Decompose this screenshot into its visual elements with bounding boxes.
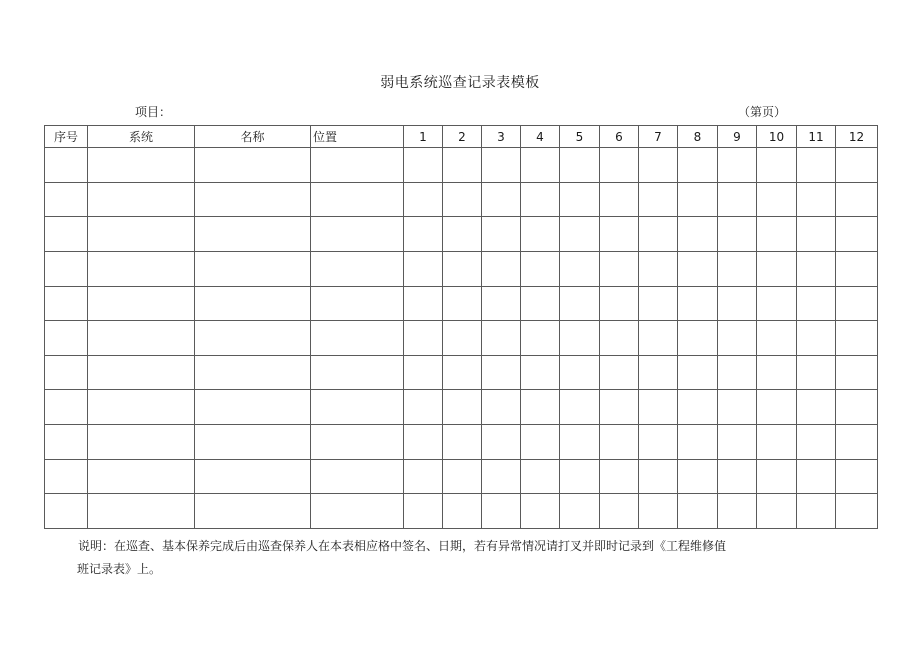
project-label: 项目： [135,105,172,119]
header-col-8: 8 [678,126,718,148]
table-cell[interactable] [718,355,757,390]
table-cell[interactable] [836,148,878,183]
header-col-12: 12 [836,126,878,148]
table-cell[interactable] [836,217,878,252]
table-cell[interactable] [678,286,718,321]
table-cell[interactable] [560,148,600,183]
table-cell[interactable] [718,217,757,252]
table-cell[interactable] [797,217,836,252]
table-cell[interactable] [757,355,797,390]
table-cell[interactable] [521,321,560,356]
table-cell[interactable] [757,217,797,252]
table-cell[interactable] [757,390,797,425]
table-cell[interactable] [836,459,878,494]
table-cell[interactable] [404,355,443,390]
table-cell[interactable] [404,494,443,529]
table-cell[interactable] [404,217,443,252]
table-cell[interactable] [521,390,560,425]
table-cell[interactable] [443,390,482,425]
table-cell[interactable] [521,251,560,286]
table-cell[interactable] [195,425,311,460]
document-title: 弱电系统巡查记录表模板 [380,75,540,91]
table-cell[interactable] [482,182,521,217]
table-cell[interactable] [443,425,482,460]
table-row [45,286,878,321]
table-cell[interactable] [639,217,678,252]
table-cell[interactable] [797,494,836,529]
table-cell[interactable] [443,459,482,494]
table-cell[interactable] [521,182,560,217]
table-cell[interactable] [482,148,521,183]
table-cell[interactable] [404,390,443,425]
table-cell[interactable] [639,148,678,183]
table-cell[interactable] [797,251,836,286]
table-row [45,251,878,286]
table-cell[interactable] [195,459,311,494]
table-cell[interactable] [678,390,718,425]
table-cell[interactable] [88,355,195,390]
table-cell[interactable] [404,182,443,217]
table-cell[interactable] [600,286,639,321]
table-body [45,148,878,529]
table-cell[interactable] [404,459,443,494]
table-row [45,182,878,217]
table-cell[interactable] [311,251,404,286]
table-cell[interactable] [836,390,878,425]
table-cell[interactable] [757,182,797,217]
table-cell[interactable] [195,217,311,252]
table-cell[interactable] [482,494,521,529]
header-col-2: 2 [443,126,482,148]
table-cell[interactable] [195,321,311,356]
table-cell[interactable] [600,148,639,183]
table-cell[interactable] [45,425,88,460]
table-cell[interactable] [560,494,600,529]
header-col-6: 6 [600,126,639,148]
table-cell[interactable] [600,321,639,356]
table-cell[interactable] [639,459,678,494]
header-col-11: 11 [797,126,836,148]
table-cell[interactable] [639,494,678,529]
table-cell[interactable] [639,355,678,390]
table-cell[interactable] [836,494,878,529]
table-cell[interactable] [45,148,88,183]
table-cell[interactable] [718,425,757,460]
table-cell[interactable] [88,321,195,356]
table-cell[interactable] [600,390,639,425]
table-cell[interactable] [600,459,639,494]
table-cell[interactable] [600,182,639,217]
table-cell[interactable] [195,251,311,286]
table-cell[interactable] [311,355,404,390]
table-cell[interactable] [678,148,718,183]
table-cell[interactable] [482,286,521,321]
table-cell[interactable] [88,217,195,252]
table-cell[interactable] [482,321,521,356]
header-col-3: 3 [482,126,521,148]
table-cell[interactable] [195,494,311,529]
table-cell[interactable] [311,321,404,356]
table-cell[interactable] [521,425,560,460]
header-col-10: 10 [757,126,797,148]
table-cell[interactable] [443,182,482,217]
table-cell[interactable] [797,182,836,217]
table-cell[interactable] [311,217,404,252]
table-cell[interactable] [45,321,88,356]
table-cell[interactable] [45,390,88,425]
table-cell[interactable] [195,286,311,321]
table-cell[interactable] [443,494,482,529]
table-cell[interactable] [521,148,560,183]
table-cell[interactable] [404,321,443,356]
table-cell[interactable] [521,217,560,252]
table-cell[interactable] [836,321,878,356]
table-cell[interactable] [757,286,797,321]
table-cell[interactable] [718,390,757,425]
table-cell[interactable] [836,251,878,286]
table-cell[interactable] [311,425,404,460]
table-cell[interactable] [797,355,836,390]
header-col-4: 4 [521,126,560,148]
table-cell[interactable] [836,182,878,217]
table-cell[interactable] [195,148,311,183]
table-cell[interactable] [678,355,718,390]
header-system: 系统 [88,126,195,148]
table-row [45,390,878,425]
table-cell[interactable] [836,425,878,460]
table-cell[interactable] [88,286,195,321]
header-col-1: 1 [404,126,443,148]
instructions-note [78,535,838,581]
table-cell[interactable] [836,286,878,321]
table-cell[interactable] [45,251,88,286]
table-header-row [45,126,878,148]
table-cell[interactable] [560,425,600,460]
table-cell[interactable] [482,390,521,425]
table-cell[interactable] [560,182,600,217]
table-cell[interactable] [718,494,757,529]
table-cell[interactable] [560,251,600,286]
table-cell[interactable] [482,251,521,286]
table-cell[interactable] [560,355,600,390]
header-serial-number: 序号 [45,126,88,148]
table-cell[interactable] [600,494,639,529]
table-cell[interactable] [88,182,195,217]
table-row [45,148,878,183]
table-cell[interactable] [797,459,836,494]
table-cell[interactable] [521,494,560,529]
table-cell[interactable] [404,425,443,460]
page-label: （第页） [738,105,787,119]
table-cell[interactable] [560,390,600,425]
table-cell[interactable] [600,217,639,252]
header-col-5: 5 [560,126,600,148]
table-cell[interactable] [88,425,195,460]
table-row [45,494,878,529]
table-cell[interactable] [443,321,482,356]
inspection-record-table [44,125,878,529]
table-cell[interactable] [639,390,678,425]
table-cell[interactable] [757,321,797,356]
table-cell[interactable] [311,286,404,321]
table-cell[interactable] [757,251,797,286]
table-cell[interactable] [757,459,797,494]
table-cell[interactable] [718,286,757,321]
table-cell[interactable] [195,182,311,217]
table-cell[interactable] [521,355,560,390]
table-cell[interactable] [88,459,195,494]
table-cell[interactable] [45,494,88,529]
table-cell[interactable] [311,390,404,425]
table-cell[interactable] [560,321,600,356]
table-row [45,459,878,494]
table-row [45,355,878,390]
note-line-1: 说明：在巡查、基本保养完成后由巡查保养人在本表相应格中签名、日期，若有异常情况请打叉并即时记录到《工程维修值 [78,539,727,553]
table-cell[interactable] [757,425,797,460]
table-cell[interactable] [639,321,678,356]
table-cell[interactable] [88,390,195,425]
header-col-9: 9 [718,126,757,148]
table-cell[interactable] [718,321,757,356]
table-cell[interactable] [404,286,443,321]
table-cell[interactable] [482,217,521,252]
table-cell[interactable] [45,355,88,390]
table-cell[interactable] [45,286,88,321]
table-cell[interactable] [521,286,560,321]
table-cell[interactable] [443,148,482,183]
table-cell[interactable] [482,425,521,460]
table-cell[interactable] [195,355,311,390]
table-cell[interactable] [45,217,88,252]
header-location: 位置 [311,126,404,148]
table-row [45,425,878,460]
table-cell[interactable] [797,390,836,425]
table-cell[interactable] [678,251,718,286]
table-cell[interactable] [88,251,195,286]
table-cell[interactable] [443,217,482,252]
table-cell[interactable] [88,148,195,183]
table-cell[interactable] [482,355,521,390]
table-cell[interactable] [600,355,639,390]
table-cell[interactable] [443,286,482,321]
table-cell[interactable] [797,425,836,460]
table-cell[interactable] [757,148,797,183]
table-row [45,217,878,252]
table-row [45,321,878,356]
table-cell[interactable] [482,459,521,494]
table-cell[interactable] [311,494,404,529]
table-cell[interactable] [88,494,195,529]
table-cell[interactable] [600,425,639,460]
table-cell[interactable] [600,251,639,286]
table-cell[interactable] [678,494,718,529]
table-cell[interactable] [718,459,757,494]
table-cell[interactable] [797,321,836,356]
table-cell[interactable] [678,459,718,494]
table-cell[interactable] [311,182,404,217]
table-cell[interactable] [678,217,718,252]
table-cell[interactable] [639,251,678,286]
table-cell[interactable] [639,425,678,460]
table-cell[interactable] [836,355,878,390]
table-cell[interactable] [639,182,678,217]
table-cell[interactable] [678,321,718,356]
table-cell[interactable] [678,425,718,460]
table-cell[interactable] [560,286,600,321]
table-cell[interactable] [404,148,443,183]
table-cell[interactable] [443,355,482,390]
header-name: 名称 [195,126,311,148]
table-cell[interactable] [195,390,311,425]
table-cell[interactable] [45,182,88,217]
table-cell[interactable] [797,286,836,321]
table-cell[interactable] [560,217,600,252]
table-cell[interactable] [521,459,560,494]
table-cell[interactable] [443,251,482,286]
table-cell[interactable] [311,148,404,183]
table-cell[interactable] [718,182,757,217]
table-cell[interactable] [678,182,718,217]
header-col-7: 7 [639,126,678,148]
table-cell[interactable] [797,148,836,183]
table-cell[interactable] [639,286,678,321]
table-cell[interactable] [560,459,600,494]
table-cell[interactable] [404,251,443,286]
table-cell[interactable] [45,459,88,494]
note-line-2: 班记录表》上。 [77,562,162,576]
table-cell[interactable] [718,148,757,183]
table-cell[interactable] [757,494,797,529]
table-cell[interactable] [311,459,404,494]
table-cell[interactable] [718,251,757,286]
